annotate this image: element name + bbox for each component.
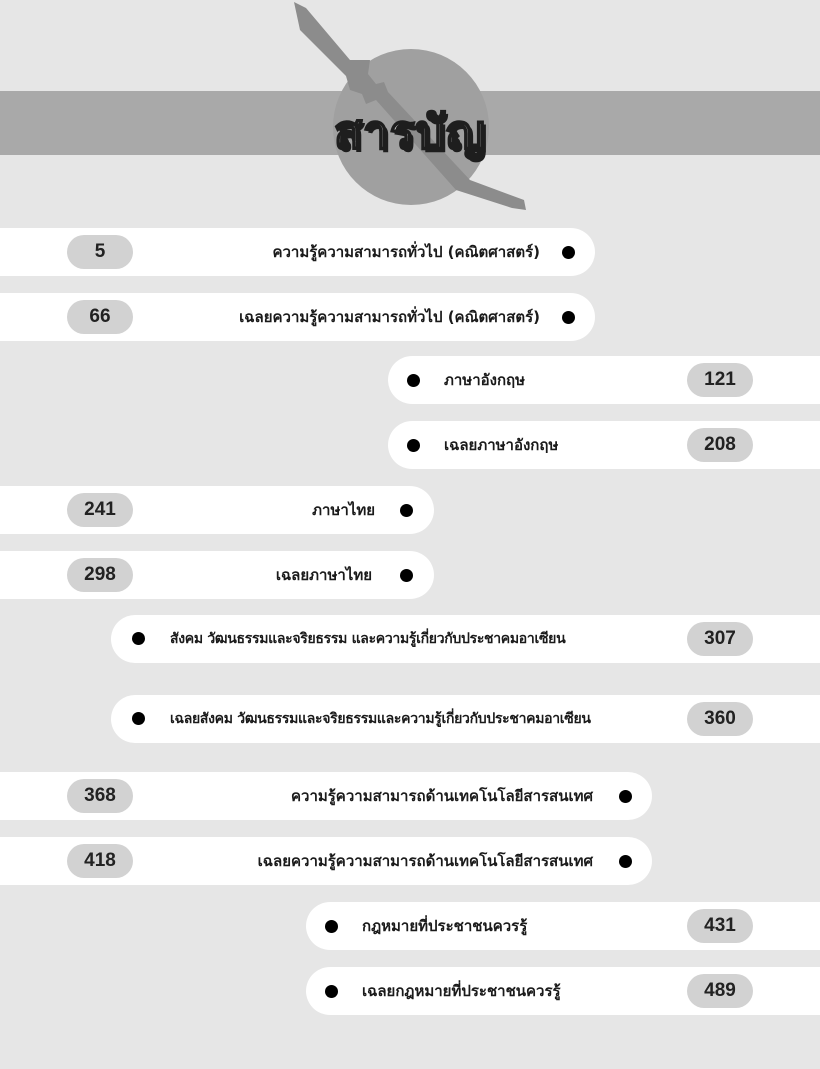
page-number-badge: 241 bbox=[67, 493, 133, 527]
bullet-icon bbox=[400, 569, 413, 582]
entry-label: เฉลยความรู้ความสามารถด้านเทคโนโลยีสารสนเทศ bbox=[257, 852, 593, 870]
bullet-icon bbox=[132, 712, 145, 725]
entry-label: เฉลยความรู้ความสามารถทั่วไป (คณิตศาสตร์) bbox=[239, 308, 540, 326]
entry-label: สังคม วัฒนธรรมและจริยธรรม และความรู้เกี่ยวกับประชาคมอาเซียน bbox=[170, 631, 566, 647]
page-number-badge: 66 bbox=[67, 300, 133, 334]
page-number-badge: 431 bbox=[687, 909, 753, 943]
entry-label: เฉลยสังคม วัฒนธรรมและจริยธรรมและความรู้เกี่ยวกับประชาคมอาเซียน bbox=[170, 711, 591, 727]
entry-label: ความรู้ความสามารถทั่วไป (คณิตศาสตร์) bbox=[272, 243, 540, 261]
entry-label: ความรู้ความสามารถด้านเทคโนโลยีสารสนเทศ bbox=[290, 787, 593, 805]
bullet-icon bbox=[325, 920, 338, 933]
page-number-badge: 307 bbox=[687, 622, 753, 656]
bullet-icon bbox=[325, 985, 338, 998]
page-number-badge: 360 bbox=[687, 702, 753, 736]
bullet-icon bbox=[619, 790, 632, 803]
bullet-icon bbox=[132, 632, 145, 645]
page-number-badge: 368 bbox=[67, 779, 133, 813]
page-number-badge: 121 bbox=[687, 363, 753, 397]
bullet-icon bbox=[562, 311, 575, 324]
entry-label: กฎหมายที่ประชาชนควรรู้ bbox=[362, 917, 528, 935]
bullet-icon bbox=[619, 855, 632, 868]
bullet-icon bbox=[400, 504, 413, 517]
page-title: สารบัญ bbox=[333, 105, 486, 159]
bullet-icon bbox=[407, 374, 420, 387]
bullet-icon bbox=[407, 439, 420, 452]
entry-label: เฉลยกฎหมายที่ประชาชนควรรู้ bbox=[362, 982, 561, 1000]
page-number-badge: 489 bbox=[687, 974, 753, 1008]
entry-label: ภาษาอังกฤษ bbox=[444, 371, 526, 389]
page-number-badge: 208 bbox=[687, 428, 753, 462]
entry-label: เฉลยภาษาไทย bbox=[275, 566, 372, 584]
page-number-badge: 5 bbox=[67, 235, 133, 269]
bullet-icon bbox=[562, 246, 575, 259]
entry-label: ภาษาไทย bbox=[312, 501, 375, 519]
page-number-badge: 418 bbox=[67, 844, 133, 878]
entry-label: เฉลยภาษาอังกฤษ bbox=[444, 436, 559, 454]
page-number-badge: 298 bbox=[67, 558, 133, 592]
